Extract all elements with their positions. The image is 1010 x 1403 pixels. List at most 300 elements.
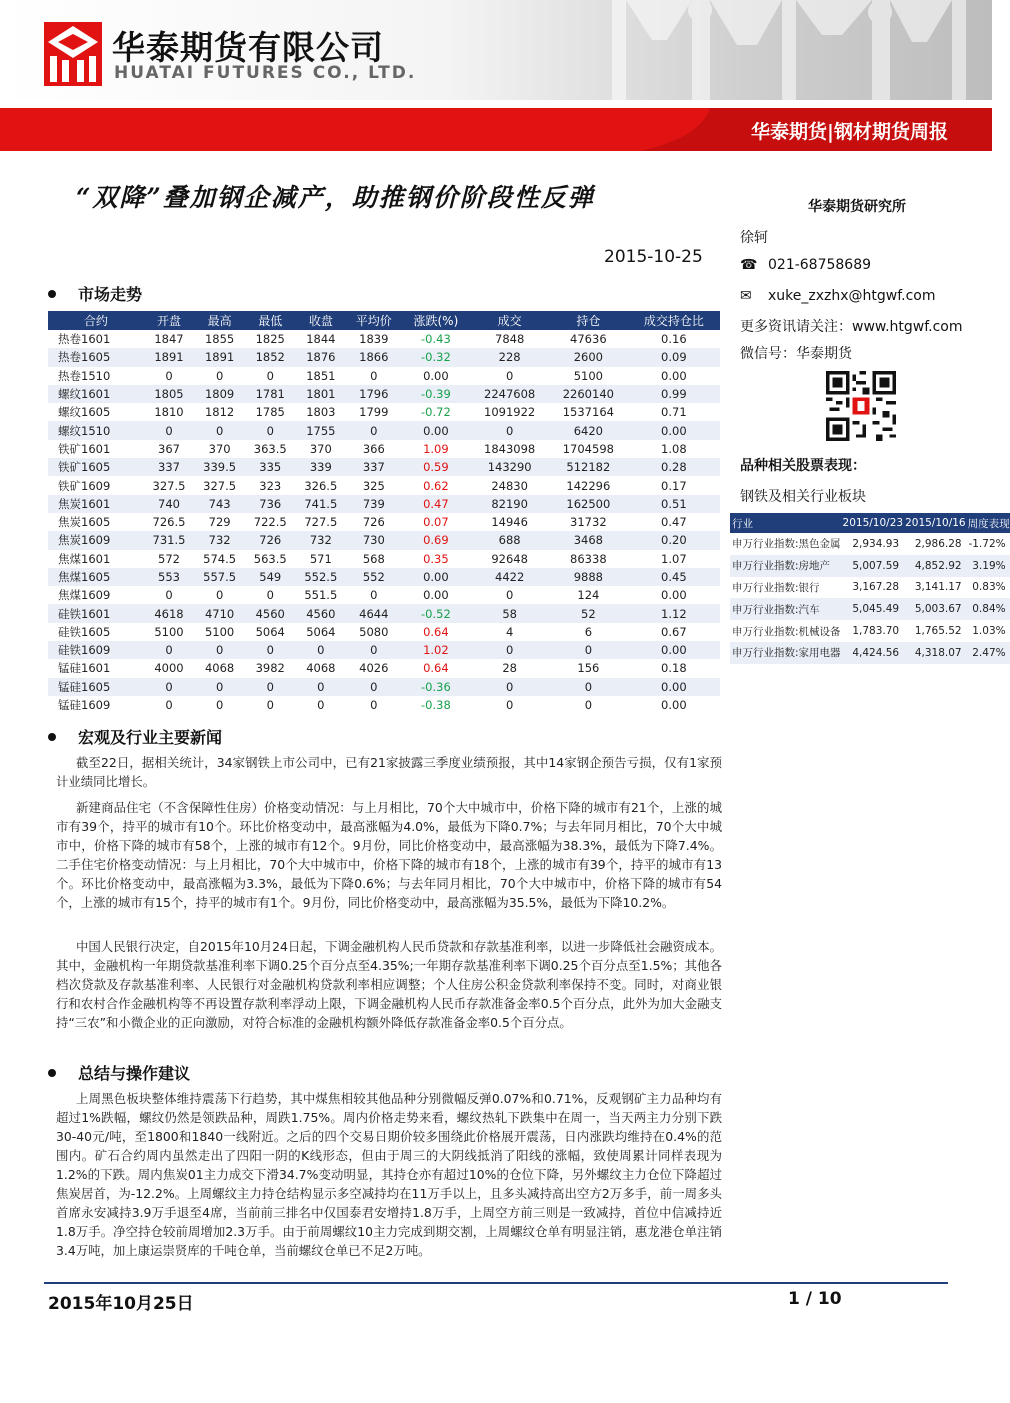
table-cell: 1876: [296, 348, 347, 366]
qr-code: [826, 371, 896, 441]
table-cell: 0.00: [401, 568, 470, 586]
footer-divider: [44, 1282, 948, 1284]
table-cell: 0.18: [661, 661, 687, 676]
market-table-header: 成交持仓比: [628, 311, 720, 330]
table-row: [730, 577, 1010, 599]
table-cell: 1.08: [661, 441, 687, 456]
table-cell: 0.69: [401, 531, 470, 549]
table-cell: 730: [346, 531, 401, 549]
table-cell: 327.5: [203, 478, 237, 493]
bullet-icon: [48, 1069, 56, 1077]
table-cell: 337: [144, 458, 195, 476]
phone-number[interactable]: 021-68758689: [768, 257, 872, 273]
table-cell: 1852: [245, 348, 296, 366]
table-cell: 335: [245, 458, 296, 476]
stock-table-header: 2015/10/23: [841, 513, 904, 533]
market-table-header: 成交: [470, 311, 549, 330]
table-cell: 0: [346, 421, 401, 439]
table-cell: 0.00: [661, 698, 687, 713]
phone-line: [740, 257, 871, 273]
table-cell: 124: [577, 588, 600, 603]
table-cell: 24830: [491, 478, 528, 493]
contract-name: 锰硅1605: [48, 678, 144, 696]
table-cell: 571: [309, 551, 332, 566]
table-cell: 0: [165, 368, 173, 383]
page-header: [0, 0, 992, 100]
index-name: 申万行业指数:房地产: [730, 555, 841, 577]
company-name-cn: 华泰期货有限公司: [112, 28, 384, 67]
table-cell: 5064: [306, 624, 336, 639]
email-address[interactable]: xuke_zxzhx@htgwf.com: [768, 288, 936, 304]
table-cell: 0.71: [661, 405, 687, 420]
research-institute: 华泰期货研究所: [808, 199, 906, 215]
table-cell: 1.03%: [972, 625, 1006, 638]
table-cell: 1844: [306, 332, 336, 347]
table-cell: 1.12: [628, 604, 720, 622]
table-cell: 370: [309, 441, 332, 456]
huatai-logo: [44, 22, 102, 86]
market-table-header: 持仓: [549, 311, 628, 330]
table-cell: 2260140: [549, 385, 628, 403]
table-cell: 0.28: [628, 458, 720, 476]
table-cell: 82190: [470, 495, 549, 513]
table-cell: 726: [362, 515, 385, 530]
table-cell: 1799: [359, 405, 389, 420]
table-cell: 323: [259, 478, 282, 493]
table-cell: 1,765.52: [914, 625, 962, 638]
table-cell: 31732: [570, 515, 607, 530]
table-cell: 339.5: [194, 458, 245, 476]
table-cell: 327.5: [152, 478, 186, 493]
table-cell: 0: [505, 368, 514, 383]
table-cell: 552.5: [296, 568, 347, 586]
table-cell: 5064: [255, 624, 285, 639]
contract-name: 焦炭1605: [58, 515, 111, 530]
table-cell: -1.72%: [968, 537, 1006, 550]
table-cell: 0.83%: [972, 581, 1006, 594]
table-row: [48, 659, 720, 677]
report-title: “双降”叠加钢企减产，助推钢价阶段性反弹: [76, 183, 595, 212]
table-cell: 0: [584, 698, 593, 713]
table-cell: 0: [346, 641, 401, 659]
decorative-graphic: [572, 0, 992, 100]
table-cell: 0.47: [401, 495, 470, 513]
table-cell: 512182: [549, 458, 628, 476]
table-cell: 0.00: [661, 368, 687, 383]
table-row: [48, 513, 720, 531]
table-cell: 0.64: [423, 624, 449, 639]
table-cell: 367: [158, 441, 180, 456]
company-name-en: HUATAI FUTURES CO., LTD.: [114, 63, 417, 83]
table-cell: 86338: [570, 551, 607, 566]
table-cell: 0: [505, 698, 514, 713]
table-cell: 1891: [194, 348, 245, 366]
contract-name: 焦炭1609: [48, 531, 144, 549]
table-cell: 0: [165, 588, 173, 603]
table-cell: 0.84%: [966, 598, 1010, 620]
table-cell: 337: [346, 458, 401, 476]
table-cell: 0: [346, 678, 401, 696]
table-cell: 688: [470, 531, 549, 549]
table-cell: 2,986.28: [914, 537, 962, 550]
table-cell: 0.00: [401, 421, 470, 439]
table-row: [48, 476, 720, 494]
table-cell: 3982: [255, 661, 285, 676]
contract-name: 螺纹1601: [48, 385, 144, 403]
table-cell: 743: [194, 495, 245, 513]
table-cell: 156: [577, 661, 600, 676]
contract-name: 焦炭1601: [48, 495, 144, 513]
index-name: 申万行业指数:汽车: [730, 598, 841, 620]
table-cell: 1.09: [423, 441, 449, 456]
table-row: [48, 440, 720, 458]
market-table-header: 收盘: [296, 311, 347, 330]
more-info-text[interactable]: 更多资讯请关注：www.htgwf.com: [740, 319, 963, 335]
contract-name: 焦煤1609: [58, 588, 111, 603]
table-cell: 5,003.67: [903, 598, 966, 620]
table-cell: 143290: [470, 458, 549, 476]
table-row: [730, 620, 1010, 642]
table-row: [48, 421, 720, 439]
table-cell: 0: [266, 698, 274, 713]
table-cell: 0: [165, 698, 173, 713]
table-cell: 0: [296, 641, 347, 659]
contract-name: 螺纹1605: [58, 405, 111, 420]
table-cell: 58: [470, 604, 549, 622]
table-cell: 732: [194, 531, 245, 549]
table-cell: 9888: [549, 568, 628, 586]
table-cell: 4644: [346, 604, 401, 622]
table-row: [730, 598, 1010, 620]
index-name: 申万行业指数:银行: [732, 581, 820, 594]
table-row: [730, 642, 1010, 664]
table-cell: 1855: [204, 332, 235, 347]
contract-name: 锰硅1601: [58, 661, 111, 676]
table-cell: 1825: [255, 332, 285, 347]
table-cell: 0.00: [661, 588, 687, 603]
table-cell: 4,318.07: [903, 642, 966, 664]
table-row: [48, 678, 720, 696]
table-cell: -0.52: [401, 604, 470, 622]
table-cell: 0: [194, 421, 245, 439]
table-cell: 0.20: [628, 531, 720, 549]
table-cell: 1781: [245, 385, 296, 403]
table-cell: 4068: [306, 661, 336, 676]
table-cell: 551.5: [304, 588, 338, 603]
table-cell: 4560: [245, 604, 296, 622]
table-cell: 0: [549, 641, 628, 659]
table-cell: 5,045.49: [841, 598, 904, 620]
bullet-icon: [48, 290, 56, 298]
table-cell: -0.39: [401, 385, 470, 403]
table-cell: 363.5: [253, 441, 287, 456]
table-row: [48, 458, 720, 476]
table-cell: 14946: [491, 515, 528, 530]
table-cell: 4068: [204, 661, 235, 676]
table-cell: 0.45: [628, 568, 720, 586]
table-cell: 1.02: [401, 641, 470, 659]
table-cell: 2,934.93: [852, 537, 900, 550]
table-cell: 325: [362, 478, 385, 493]
table-cell: 4618: [144, 604, 195, 622]
stock-table-header: 2015/10/16: [903, 513, 966, 533]
table-cell: 0: [370, 368, 378, 383]
table-cell: 732: [296, 531, 347, 549]
section-heading-market: 市场走势: [48, 282, 142, 305]
table-cell: 162500: [549, 495, 628, 513]
table-cell: 1851: [306, 368, 336, 383]
table-cell: 4,424.56: [841, 642, 904, 664]
table-cell: 1839: [359, 332, 389, 347]
table-cell: 4: [505, 624, 514, 639]
table-cell: 47636: [570, 332, 607, 347]
table-row: [48, 550, 720, 568]
table-cell: -0.36: [401, 678, 470, 696]
envelope-icon: ✉: [740, 288, 752, 304]
table-cell: 0.64: [423, 661, 449, 676]
table-cell: 0.47: [661, 515, 687, 530]
table-row: [48, 495, 720, 513]
table-cell: 6: [584, 624, 593, 639]
table-cell: 5100: [154, 624, 184, 639]
table-cell: 727.5: [304, 515, 338, 530]
table-cell: 568: [362, 551, 385, 566]
table-cell: 1810: [154, 405, 184, 420]
contract-name: 热卷1605: [48, 348, 144, 366]
table-cell: 0: [266, 368, 274, 383]
contract-name: 锰硅1609: [58, 698, 111, 713]
footer-date: 2015年10月25日: [48, 1294, 194, 1314]
table-cell: 0.62: [423, 478, 449, 493]
table-row: [48, 623, 720, 641]
market-table-header: 最低: [245, 311, 296, 330]
table-cell: 0: [296, 678, 347, 696]
market-table-header: 最高: [194, 311, 245, 330]
table-cell: 1537164: [562, 405, 614, 420]
table-cell: -0.72: [421, 405, 451, 420]
table-cell: 572: [158, 551, 180, 566]
table-cell: 722.5: [253, 515, 287, 530]
table-cell: 0: [215, 698, 224, 713]
table-cell: 3,141.17: [914, 581, 962, 594]
table-cell: 0.67: [661, 624, 687, 639]
table-cell: -0.32: [401, 348, 470, 366]
contract-name: 铁矿1605: [48, 458, 144, 476]
table-cell: 1785: [255, 405, 285, 420]
table-cell: 741.5: [296, 495, 347, 513]
email-line: [740, 288, 935, 304]
table-cell: 4422: [470, 568, 549, 586]
table-cell: 0: [215, 588, 224, 603]
table-row: [730, 533, 1010, 555]
table-cell: 366: [362, 441, 385, 456]
table-cell: 3,167.28: [852, 581, 900, 594]
table-cell: 4710: [194, 604, 245, 622]
table-cell: 563.5: [253, 551, 287, 566]
table-cell: 0: [370, 698, 378, 713]
table-cell: -0.38: [421, 698, 451, 713]
report-type: 华泰期货|钢材期货周报: [751, 121, 948, 143]
table-cell: 0: [144, 678, 195, 696]
table-cell: 0.16: [661, 332, 687, 347]
index-name: 申万行业指数:机械设备: [732, 625, 841, 638]
table-cell: 1755: [296, 421, 347, 439]
table-row: [48, 696, 720, 714]
table-row: [48, 367, 720, 385]
market-table-header: 平均价: [346, 311, 401, 330]
table-cell: 0: [470, 421, 549, 439]
table-cell: 1805: [144, 385, 195, 403]
contract-name: 焦煤1605: [48, 568, 144, 586]
table-cell: 0: [317, 698, 325, 713]
table-cell: 7848: [495, 332, 525, 347]
table-cell: 5080: [359, 624, 389, 639]
table-cell: 0: [266, 588, 274, 603]
table-cell: 4000: [154, 661, 184, 676]
table-cell: 726: [245, 531, 296, 549]
contract-name: 焦煤1601: [58, 551, 111, 566]
table-row: [48, 586, 720, 604]
table-cell: 557.5: [194, 568, 245, 586]
table-cell: 574.5: [203, 551, 237, 566]
contract-name: 铁矿1601: [58, 441, 111, 456]
table-cell: 3468: [549, 531, 628, 549]
table-cell: 4026: [359, 661, 389, 676]
table-cell: 142296: [566, 478, 611, 493]
table-cell: 3.19%: [966, 555, 1010, 577]
table-cell: 2.47%: [966, 642, 1010, 664]
table-cell: 1891: [144, 348, 195, 366]
table-cell: 5,007.59: [841, 555, 904, 577]
table-cell: 0.99: [628, 385, 720, 403]
table-row: [48, 330, 720, 348]
table-row: [48, 403, 720, 421]
contract-name: 螺纹1510: [48, 421, 144, 439]
telephone-icon: ☎: [740, 257, 758, 273]
table-cell: 6420: [549, 421, 628, 439]
table-cell: 1,783.70: [852, 625, 900, 638]
table-cell: 1866: [346, 348, 401, 366]
contract-name: 热卷1601: [58, 332, 111, 347]
table-cell: 736: [245, 495, 296, 513]
news-paragraph: 中国人民银行决定，自2015年10月24日起，下调金融机构人民币贷款和存款基准利率，以进一步降低社会融资成本。其中，金融机构一年期贷款基准利率下调0.25个百分点至4.35%;一年期存款基准利率下调0.25个百分点至1.5%；其他各档次贷款及存款基准利率、人民银行对金融机构贷款利率相应调整；个人住房公积金贷款利率保持不变。同时，对商业银行和农村合作金融机构等不再设置存款利率浮动上限，下调金融机构人民币存款准备金率0.5个百分点，此外为加大金融支持“三农”和小微企业的正向激励，对符合标准的金融机构额外降低存款准备金率0.5个百分点。: [56, 939, 722, 1030]
table-cell: 0.00: [628, 641, 720, 659]
wechat-text: 微信号：华泰期货: [740, 346, 852, 362]
table-row: [48, 385, 720, 403]
table-row: [48, 531, 720, 549]
table-cell: 729: [208, 515, 231, 530]
table-cell: 726.5: [152, 515, 186, 530]
table-cell: 1812: [204, 405, 235, 420]
table-cell: 0.00: [628, 678, 720, 696]
table-cell: 0: [505, 588, 514, 603]
stock-performance-table: [730, 513, 1010, 664]
table-cell: 1803: [306, 405, 336, 420]
table-row: [48, 604, 720, 622]
contract-name: 硅铁1609: [48, 641, 144, 659]
table-cell: 1704598: [562, 441, 614, 456]
table-cell: 740: [144, 495, 195, 513]
stock-table-header: 行业: [730, 513, 841, 533]
index-name: 申万行业指数:家用电器: [730, 642, 841, 664]
table-cell: 370: [208, 441, 231, 456]
table-cell: 0: [470, 641, 549, 659]
table-cell: 2247608: [470, 385, 549, 403]
table-cell: 1843098: [484, 441, 536, 456]
table-cell: 731.5: [144, 531, 195, 549]
table-cell: 1796: [346, 385, 401, 403]
table-cell: 0.00: [423, 368, 449, 383]
table-cell: 4560: [296, 604, 347, 622]
table-cell: 5100: [204, 624, 235, 639]
table-cell: -0.43: [421, 332, 451, 347]
table-cell: 228: [470, 348, 549, 366]
market-table-header: 开盘: [144, 311, 195, 330]
table-cell: 552: [346, 568, 401, 586]
index-name: 申万行业指数:黑色金属: [732, 538, 841, 551]
table-cell: 0: [144, 421, 195, 439]
table-cell: 1809: [194, 385, 245, 403]
table-cell: 0: [215, 368, 224, 383]
table-cell: 0: [194, 641, 245, 659]
table-cell: 0.59: [401, 458, 470, 476]
table-cell: 339: [296, 458, 347, 476]
contract-name: 热卷1510: [58, 368, 111, 383]
bullet-icon: [48, 733, 56, 741]
table-cell: 92648: [491, 551, 528, 566]
table-cell: 28: [502, 661, 517, 676]
table-cell: 52: [549, 604, 628, 622]
table-cell: 1801: [296, 385, 347, 403]
table-cell: 0: [245, 421, 296, 439]
table-cell: 0.00: [423, 588, 449, 603]
stock-table-header: 周度表现: [966, 513, 1010, 533]
section-heading-summary: 总结与操作建议: [48, 1061, 190, 1084]
news-paragraph: 新建商品住宅（不含保障性住房）价格变动情况：与上月相比，70个大中城市中，价格下降的城市有21个，上涨的城市有39个，持平的城市有10个。环比价格变动中，最高涨幅为4.0%，最低为下降0.7%；与去年同月相比，70个大中城市中，价格下降的城市有58个，上涨的城市有12个。9月份，同比价格变动中，最高涨幅为38.3%，最低为下降7.4%。二手住宅价格变动情况：与上月相比，70个大中城市中，价格下降的城市有18个，上涨的城市有39个，持平的城市有13个。环比价格变动中，最高涨幅为3.3%，最低为下降0.6%；与去年同月相比，70个大中城市中，价格下降的城市有54个，上涨的城市有15个，持平的城市有1个。9月份，同比价格变动中，最高涨幅为35.5%，最低为下降10.2%。: [56, 800, 722, 910]
table-cell: 0.00: [628, 421, 720, 439]
table-cell: 0: [549, 678, 628, 696]
table-cell: 1.07: [661, 551, 687, 566]
table-cell: 2600: [549, 348, 628, 366]
table-cell: 0.09: [628, 348, 720, 366]
table-cell: 0: [470, 678, 549, 696]
table-cell: 0: [245, 641, 296, 659]
section-heading-news: 宏观及行业主要新闻: [48, 725, 222, 748]
table-cell: 0.07: [423, 515, 449, 530]
contract-name: 硅铁1601: [48, 604, 144, 622]
table-cell: 4,852.92: [903, 555, 966, 577]
table-cell: 0: [245, 678, 296, 696]
market-table-header: 合约: [48, 311, 144, 330]
stock-subheading: 钢铁及相关行业板块: [740, 489, 866, 505]
report-date: 2015-10-25: [604, 247, 703, 267]
analyst-name: 徐轲: [740, 230, 768, 246]
table-row: [48, 568, 720, 586]
table-cell: 0.51: [628, 495, 720, 513]
market-table-header: 涨跌(%): [401, 311, 470, 330]
table-cell: 739: [346, 495, 401, 513]
table-cell: 0.35: [423, 551, 449, 566]
news-paragraph: 截至22日，据相关统计，34家钢铁上市公司中，已有21家披露三季度业绩预报，其中14家钢企预告亏损，仅有1家预计业绩同比增长。: [56, 755, 722, 789]
table-cell: 1847: [154, 332, 184, 347]
table-row: [730, 555, 1010, 577]
table-row: [48, 348, 720, 366]
table-cell: 0: [144, 641, 195, 659]
table-cell: 549: [245, 568, 296, 586]
table-row: [48, 641, 720, 659]
table-cell: 0.17: [661, 478, 687, 493]
contract-name: 硅铁1605: [58, 624, 111, 639]
